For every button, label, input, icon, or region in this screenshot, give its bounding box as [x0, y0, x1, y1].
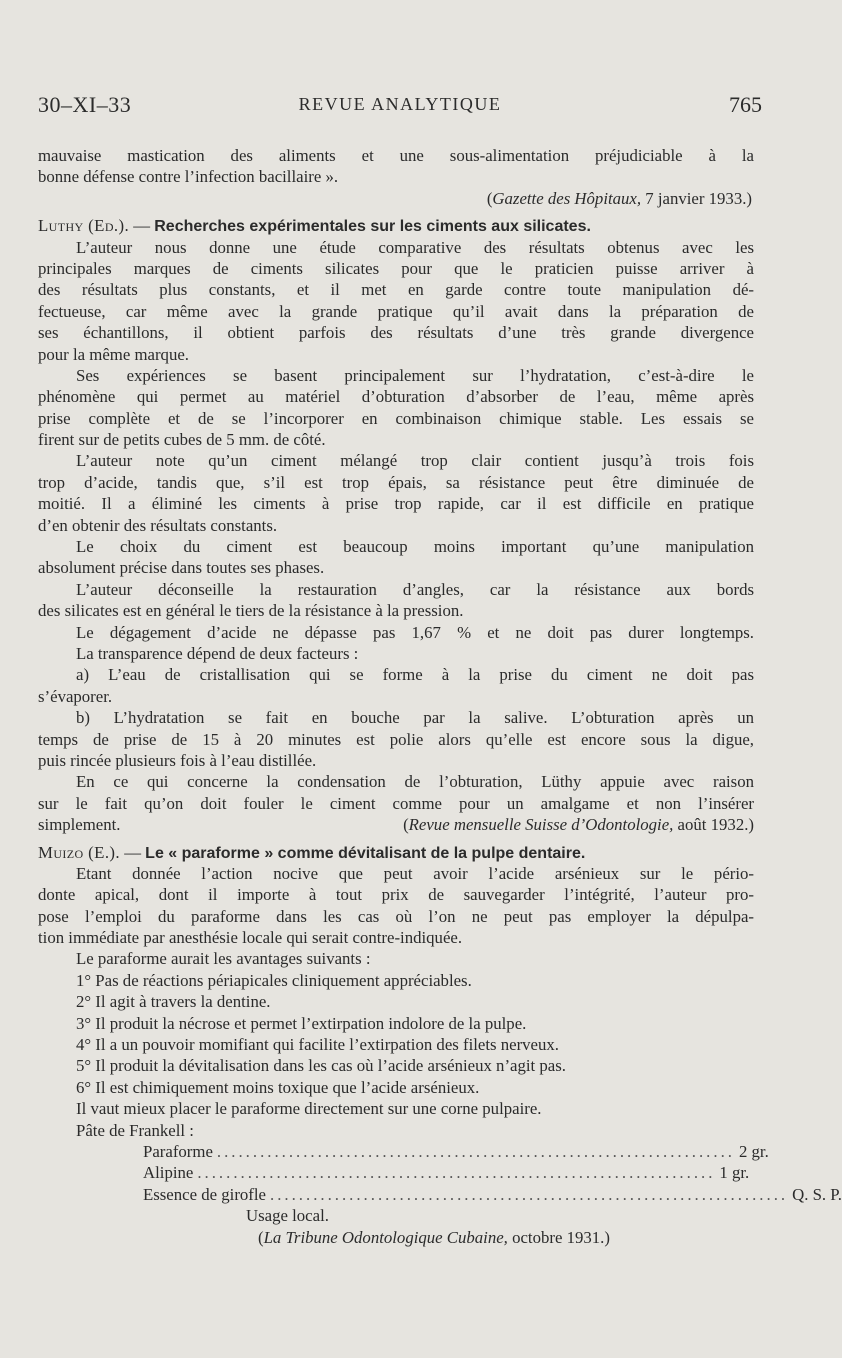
article-heading: Muizo (E.). — Le « paraforme » comme dévitalisant de la pulpe dentaire.	[38, 842, 586, 862]
source-citation: (Revue mensuelle Suisse d’Odontologie, août 1932.)	[403, 815, 754, 835]
paragraph-line: L’auteur nous donne une étude comparative des résultats obtenus avec les	[76, 237, 754, 257]
list-item: 3° Il produit la nécrose et permet l’extirpation indolore de la pulpe.	[76, 1013, 527, 1033]
paragraph-line: des résultats plus constants, et il met en garde contre toute manipulation dé-	[38, 280, 754, 300]
paragraph-line: sur le fait qu’on doit fouler le ciment comme pour un amalgame et non l’insérer	[38, 793, 754, 813]
paragraph-line: fectueuse, car même avec la grande pratique qu’il avait dans la préparation de	[38, 301, 754, 321]
paragraph-line: L’auteur déconseille la restauration d’angles, car la résistance aux bords	[76, 579, 754, 599]
list-item: 4° Il a un pouvoir momifiant qui facilite l’extirpation des filets nerveux.	[76, 1035, 559, 1055]
recipe-row: Essence de girofle ........................................................................ Q. S. P.	[143, 1184, 842, 1204]
source-citation: (Gazette des Hôpitaux, 7 janvier 1933.)	[486, 188, 752, 208]
page-body	[38, 145, 842, 1248]
paragraph-line: prise complète et de se l’incorporer en combinaison chimique stable. Les essais se	[38, 408, 754, 428]
paragraph-line: trop d’acide, tandis que, s’il est trop épais, sa résistance peut être diminuée de	[38, 472, 754, 492]
paragraph-line: Etant donnée l’action nocive que peut avoir l’acide arsénieux sur le pério-	[76, 863, 754, 883]
page-number: 765	[729, 92, 762, 117]
paragraph-line: simplement. (Revue mensuelle Suisse d’Odontologie, août 1932.)	[38, 815, 754, 835]
paragraph-line: ses échantillons, il obtient parfois des résultats d’une très grande divergence	[38, 323, 754, 343]
paragraph-line: d’en obtenir des résultats constants.	[38, 515, 278, 535]
paragraph-line: a) L’eau de cristallisation qui se forme à la prise du ciment ne doit pas	[76, 665, 754, 685]
paragraph-line: temps de prise de 15 à 20 minutes est polie alors qu’elle est encore sous la digue,	[38, 729, 754, 749]
paragraph-line: En ce qui concerne la condensation de l’obturation, Lüthy appuie avec raison	[76, 772, 754, 792]
journal-title: La Tribune Odontologique Cubaine,	[263, 1227, 508, 1247]
paragraph-line: phénomène qui permet au matériel d’obturation d’absorber de l’eau, même après	[38, 387, 754, 407]
article-title: Recherches expérimentales sur les ciments aux silicates.	[154, 218, 591, 236]
list-item: 2° Il agit à travers la dentine.	[76, 992, 271, 1012]
article-author: Muizo (E.).	[38, 842, 120, 862]
paragraph-line: Il vaut mieux placer le paraforme directement sur une corne pulpaire.	[76, 1099, 542, 1119]
paragraph-line: pour la même marque.	[38, 344, 189, 364]
list-item: 6° Il est chimiquement moins toxique que l’acide arsénieux.	[76, 1077, 480, 1097]
source-citation: (La Tribune Odontologique Cubaine, octobre 1931.)	[258, 1227, 610, 1247]
intro-line: mauvaise mastication des aliments et une sous-alimentation préjudiciable à la	[38, 146, 754, 165]
running-title: REVUE ANALYTIQUE	[298, 94, 502, 114]
journal-title: Gazette des Hôpitaux,	[492, 188, 642, 208]
usage-note: Usage local.	[246, 1206, 329, 1226]
paragraph-line: b) L’hydratation se fait en bouche par la salive. L’obturation après un	[76, 708, 754, 728]
article-title: Le « paraforme » comme dévitalisant de la pulpe dentaire.	[145, 844, 586, 862]
paragraph-line: La transparence dépend de deux facteurs :	[76, 643, 359, 663]
journal-title: Revue mensuelle Suisse d’Odontologie,	[408, 815, 674, 835]
issue-date: 30–XI–33	[38, 92, 132, 117]
paragraph-line: s’évaporer.	[38, 686, 113, 706]
paragraph-line: Le paraforme aurait les avantages suivants :	[76, 949, 371, 969]
article-author: Luthy (Ed.).	[38, 216, 130, 236]
paragraph-line: principales marques de ciments silicates pour que le praticien puisse arriver à	[38, 258, 754, 278]
page-header	[38, 92, 762, 128]
paragraph-line: absolument précise dans toutes ses phases.	[38, 558, 325, 578]
paragraph-line: des silicates est en général le tiers de la résistance à la pression.	[38, 601, 464, 621]
recipe-row: Alipine ........................................................................ 1 gr.	[143, 1163, 750, 1183]
paragraph-line: moitié. Il a éliminé les ciments à prise trop rapide, car il est difficile en pratique	[38, 494, 754, 514]
paragraph-line: L’auteur note qu’un ciment mélangé trop clair contient jusqu’à trois fois	[76, 451, 754, 471]
paragraph-line: Le dégagement d’acide ne dépasse pas 1,67 % et ne doit pas durer longtemps.	[76, 622, 754, 642]
intro-line: bonne défense contre l’infection bacillaire ».	[38, 167, 339, 187]
paragraph-line: firent sur de petits cubes de 5 mm. de côté.	[38, 430, 326, 450]
paragraph-line: Pâte de Frankell :	[76, 1120, 194, 1140]
paragraph-line: pose l’emploi du paraforme dans les cas où l’on ne peut pas employer la dépulpa-	[38, 906, 754, 926]
paragraph-line: tion immédiate par anesthésie locale qui serait contre-indiquée.	[38, 928, 463, 948]
paragraph-line: Ses expériences se basent principalement sur l’hydratation, c’est-à-dire le	[76, 365, 754, 385]
article-heading: Luthy (Ed.). — Recherches expérimentales sur les ciments aux silicates.	[38, 216, 591, 236]
list-item: 1° Pas de réactions périapicales cliniquement appréciables.	[76, 970, 472, 990]
paragraph-line: donte apical, dont il importe à tout prix de sauvegarder l’intégrité, l’auteur pro-	[38, 885, 754, 905]
recipe-row: Paraforme ........................................................................ 2 gr.	[143, 1141, 769, 1161]
paragraph-line: puis rincée plusieurs fois à l’eau distillée.	[38, 750, 317, 770]
paragraph-line: Le choix du ciment est beaucoup moins important qu’une manipulation	[76, 537, 754, 557]
list-item: 5° Il produit la dévitalisation dans les cas où l’acide arsénieux n’agit pas.	[76, 1056, 566, 1076]
